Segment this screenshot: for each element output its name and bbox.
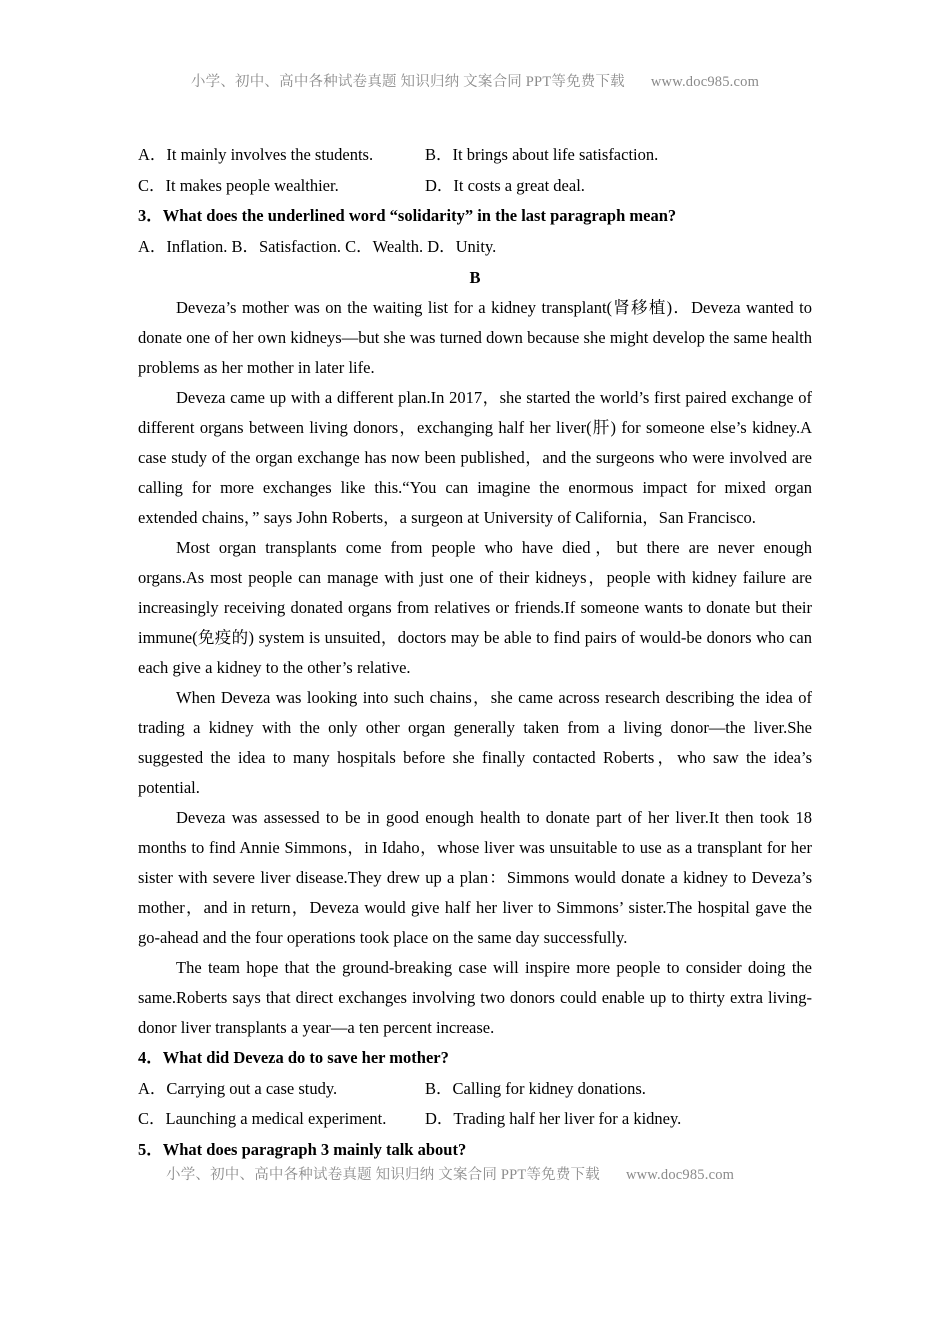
passage-paragraph-5: Deveza was assessed to be in good enough health to donate part of her liver.It then took 18 months to find Annie Simmons，in Idaho，whose liver was unsuitable to use as a transplant for her sister with severe liver disease.They drew up a plan：Simmons would donate a kidney to Deveza’s mother，and in return，Deveza would give half her liver to Simmons’ sister.The hospital gave the go-ahead and the four operations took place on the same day successfully. bbox=[138, 808, 812, 947]
document-content bbox=[138, 140, 812, 1165]
question-3-options: A．Inflation. B．Satisfaction. C．Wealth. D．Unity. bbox=[138, 236, 497, 256]
passage-section-label: B bbox=[469, 268, 481, 287]
q2-option-a: A．It mainly involves the students. bbox=[138, 145, 374, 164]
watermark-header-cn: 小学、初中、高中各种试卷真题 知识归纳 文案合同 PPT等免费下载 bbox=[190, 74, 625, 90]
passage-paragraph-2: Deveza came up with a different plan.In 2017，she started the world’s first paired exchange of different organs between living donors，exchanging half her liver(肝) for someone else’s kidney.A case study of the organ exchange has now been published，and the surgeons who were involved are calling for more exchanges like this.“You can imagine the enormous impact for mixed organ extended chains，” says John Roberts，a surgeon at University of California，San Francisco. bbox=[138, 388, 812, 527]
q4-options-row-2 bbox=[138, 1104, 812, 1135]
question-3-stem: 3．What does the underlined word “solidarity” in the last paragraph mean? bbox=[138, 206, 677, 225]
watermark-header-url: www.doc985.com bbox=[650, 74, 760, 90]
q2-option-c: C．It makes people wealthier. bbox=[138, 175, 339, 195]
q4-option-a: A．Carrying out a case study. bbox=[138, 1078, 338, 1098]
q4-option-d: D．Trading half her liver for a kidney. bbox=[425, 1109, 682, 1128]
q4-option-b: B．Calling for kidney donations. bbox=[425, 1078, 646, 1098]
watermark-footer-url: www.doc985.com bbox=[625, 1167, 735, 1183]
q2-options-row-1 bbox=[138, 140, 812, 171]
passage-paragraph-4: When Deveza was looking into such chains，she came across research describing the idea of trading a kidney with the only other organ generally taken from a living donor—the liver.She suggested the idea to many hospitals before she finally contacted Roberts，who saw the idea’s potential. bbox=[138, 688, 812, 797]
q2-option-d: D．It costs a great deal. bbox=[425, 175, 585, 195]
passage-paragraph-3: Most organ transplants come from people who have died，but there are never enough organs.As most people can manage with just one of their kidneys，people with kidney failure are increasingly receiving donated organs from relatives or friends.If someone wants to donate but their immune(免疫的) system is unsuited，doctors may be able to find pairs of would-be donors who can each give a kidney to the other’s relative. bbox=[138, 538, 812, 677]
question-5-stem: 5．What does paragraph 3 mainly talk about? bbox=[138, 1139, 467, 1159]
q2-options-row-2 bbox=[138, 171, 812, 202]
watermark-header bbox=[138, 70, 812, 91]
q2-option-b: B．It brings about life satisfaction. bbox=[425, 145, 659, 164]
watermark-footer-cn: 小学、初中、高中各种试卷真题 知识归纳 文案合同 PPT等免费下载 bbox=[166, 1167, 600, 1183]
q4-option-c: C．Launching a medical experiment. bbox=[138, 1109, 387, 1128]
watermark-footer bbox=[138, 1163, 812, 1184]
question-4-stem: 4．What did Deveza do to save her mother? bbox=[138, 1048, 449, 1067]
passage-paragraph-6: The team hope that the ground-breaking case will inspire more people to consider doing the same.Roberts says that direct exchanges involving two donors could enable up to thirty extra living-donor liver transplants a year—a ten percent increase. bbox=[138, 958, 812, 1037]
q4-options-row-1 bbox=[138, 1074, 812, 1105]
passage-paragraph-1: Deveza’s mother was on the waiting list for a kidney transplant(肾移植)．Deveza wanted to donate one of her own kidneys—but she was turned down because she might develop the same health problems as her mother in later life. bbox=[138, 298, 812, 377]
